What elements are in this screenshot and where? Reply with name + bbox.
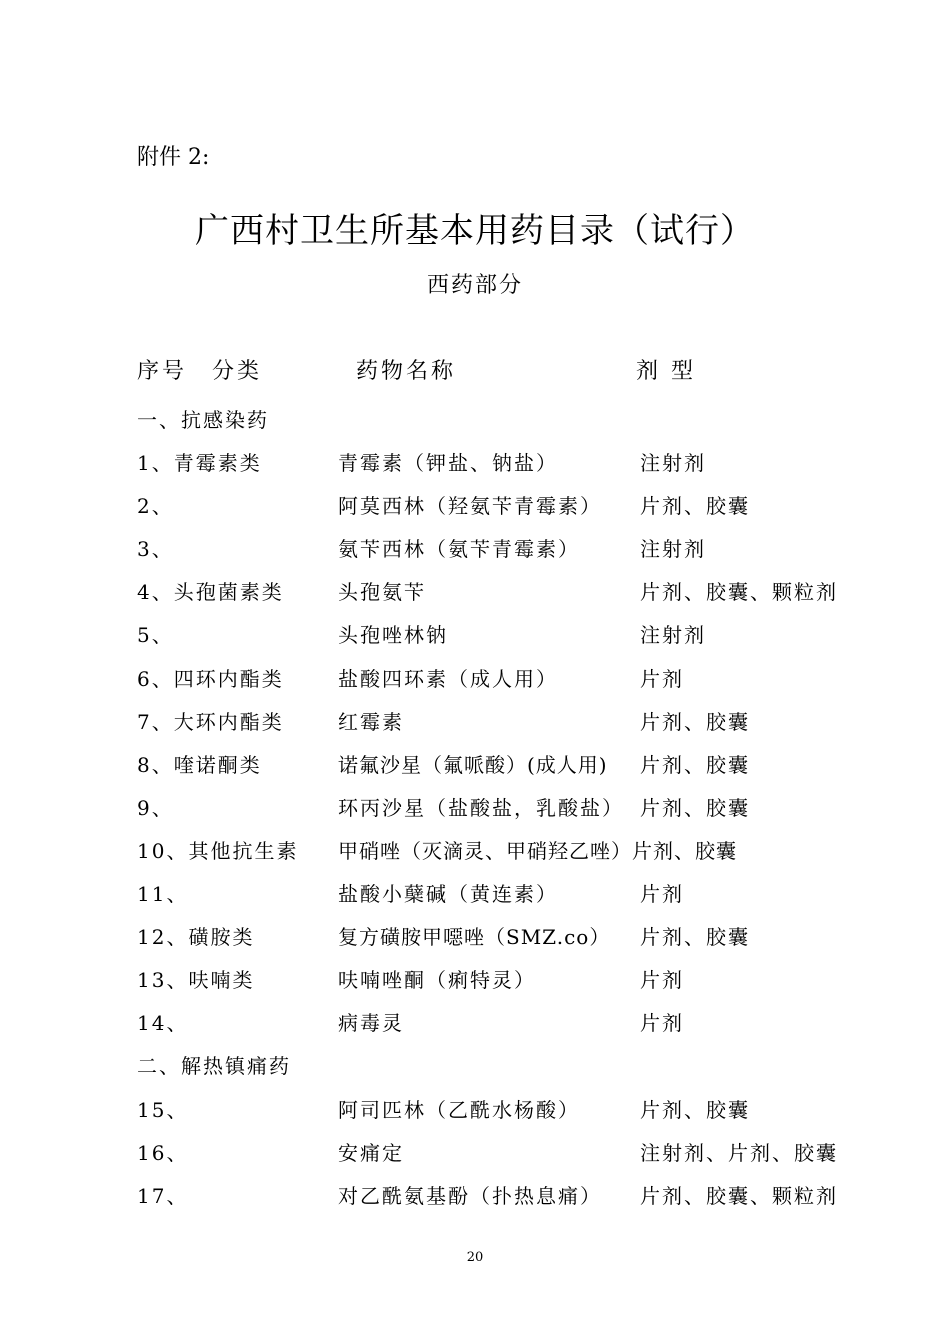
row-number-category: 17、: [137, 1183, 189, 1208]
row-number-category: 12、磺胺类: [137, 925, 255, 950]
row-number-category: 二、解热镇痛药: [137, 1054, 291, 1079]
row-drug-name: 复方磺胺甲噁唑（SMZ.co）: [338, 925, 611, 950]
row-drug-name: 阿莫西林（羟氨苄青霉素）: [338, 494, 602, 519]
table-row: [0, 827, 950, 870]
row-drug-name: 盐酸四环素（成人用）: [338, 666, 558, 691]
row-drug-name: 氨苄西林（氨苄青霉素）: [338, 537, 580, 562]
row-dosage-form: 片剂、胶囊: [640, 709, 750, 734]
row-drug-name: 头孢氨苄: [338, 580, 426, 605]
row-dosage-form: 片剂、胶囊、颗粒剂: [640, 1183, 838, 1208]
row-drug-name: 头孢唑林钠: [338, 623, 448, 648]
table-row: [0, 1042, 950, 1085]
row-drug-name: 病毒灵: [338, 1011, 404, 1036]
row-number-category: 9、: [137, 795, 174, 820]
row-number-category: 1、青霉素类: [137, 451, 262, 476]
row-number-category: 2、: [137, 494, 174, 519]
row-drug-name: 诺氟沙星（氟哌酸）(成人用): [338, 752, 608, 777]
row-number-category: 4、头孢菌素类: [137, 580, 284, 605]
table-row: [0, 999, 950, 1042]
header-dosage-form: 剂 型: [636, 359, 696, 384]
table-row: [0, 655, 950, 698]
header-drug-name: 药物名称: [356, 359, 457, 384]
page-number: 20: [466, 1250, 484, 1265]
row-drug-name: 盐酸小蘖碱（黄连素）: [338, 882, 558, 907]
table-row: [0, 698, 950, 741]
row-dosage-form: 片剂、胶囊: [640, 752, 750, 777]
table-row: [0, 913, 950, 956]
page-subtitle: 西药部分: [426, 273, 523, 298]
row-number-category: 5、: [137, 623, 174, 648]
row-dosage-form: 片剂: [640, 968, 684, 993]
table-row: [0, 568, 950, 611]
row-drug-name: 环丙沙星（盐酸盐，乳酸盐）: [338, 795, 624, 820]
row-dosage-form: 片剂: [640, 882, 684, 907]
row-number-category: 16、: [137, 1140, 189, 1165]
row-drug-name: 青霉素（钾盐、钠盐）: [338, 451, 558, 476]
page-title: 广西村卫生所基本用药目录（试行）: [195, 211, 755, 251]
row-number-category: 8、喹诺酮类: [137, 752, 262, 777]
row-dosage-form: 片剂、胶囊: [640, 494, 750, 519]
row-dosage-form: 片剂、胶囊: [640, 795, 750, 820]
table-row: [0, 870, 950, 913]
table-row: [0, 1086, 950, 1129]
row-drug-name: 呋喃唑酮（痢特灵）: [338, 968, 536, 993]
table-row: [0, 439, 950, 482]
row-dosage-form: 注射剂: [640, 451, 706, 476]
row-dosage-form: 片剂: [640, 666, 684, 691]
row-number-category: 13、呋喃类: [137, 968, 255, 993]
row-number-category: 14、: [137, 1011, 189, 1036]
table-row: [0, 611, 950, 654]
table-row: [0, 1129, 950, 1172]
table-row: [0, 482, 950, 525]
row-dosage-form: 注射剂: [640, 537, 706, 562]
table-row: [0, 525, 950, 568]
row-drug-name: 阿司匹林（乙酰水杨酸）: [338, 1097, 580, 1122]
row-drug-name: 甲硝唑（灭滴灵、甲硝羟乙唑）片剂、胶囊: [338, 838, 737, 863]
row-dosage-form: 注射剂: [640, 623, 706, 648]
table-row: [0, 741, 950, 784]
drug-list: [0, 396, 950, 1215]
row-dosage-form: 片剂、胶囊: [640, 1097, 750, 1122]
table-row: [0, 956, 950, 999]
attachment-label: 附件 2:: [137, 145, 210, 170]
table-row: [0, 1172, 950, 1215]
row-dosage-form: 片剂、胶囊: [640, 925, 750, 950]
row-number-category: 15、: [137, 1097, 189, 1122]
row-number-category: 6、四环内酯类: [137, 666, 284, 691]
table-row: [0, 784, 950, 827]
row-dosage-form: 片剂、胶囊、颗粒剂: [640, 580, 838, 605]
row-dosage-form: 注射剂、片剂、胶囊: [640, 1140, 838, 1165]
row-number-category: 一、抗感染药: [137, 408, 269, 432]
row-number-category: 7、大环内酯类: [137, 709, 284, 734]
table-row: [0, 396, 950, 439]
row-number-category: 11、: [137, 882, 189, 907]
row-drug-name: 安痛定: [338, 1140, 404, 1165]
header-number-category: 序号 分类: [137, 359, 263, 384]
row-number-category: 3、: [137, 537, 174, 562]
row-number-category: 10、其他抗生素: [137, 838, 299, 863]
row-dosage-form: 片剂: [640, 1011, 684, 1036]
row-drug-name: 红霉素: [338, 709, 404, 734]
row-drug-name: 对乙酰氨基酚（扑热息痛）: [338, 1183, 602, 1208]
